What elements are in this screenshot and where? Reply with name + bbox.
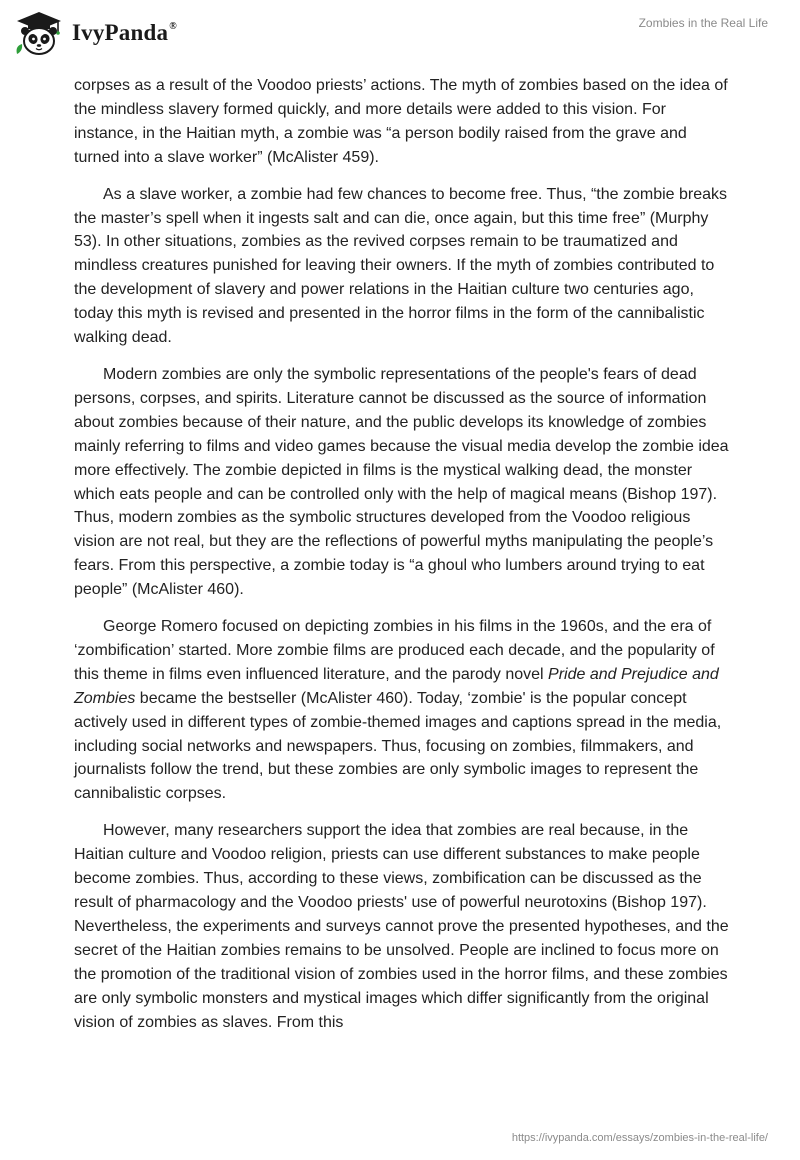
paragraph	[74, 615, 734, 806]
paragraph	[74, 819, 734, 1034]
essay-body	[74, 74, 734, 1047]
text-run: became the bestseller (McAlister 460). Today, ‘zombie' is the popular concept actively used in different types of zombie-themed images and captions spread in the media, including social networks and newspapers. Thus, focusing on zombies, filmmakers, and journalists follow the trend, but these zombies are only symbolic images to represent the cannibalistic corpses.	[74, 689, 722, 803]
paragraph	[74, 183, 734, 350]
paragraph	[74, 363, 734, 602]
page-header	[0, 0, 800, 70]
panda-graduate-icon	[14, 10, 64, 56]
registered-mark: ®	[169, 21, 177, 32]
text-run: George Romero focused on depicting zombies in his films in the 1960s, and the era of ‘zombification’ started. More zombie films are produced each decade, and the popularity of this theme in films even influenced literature, and the parody novel	[74, 618, 715, 683]
text-run: As a slave worker, a zombie had few chances to become free. Thus, “the zombie breaks the master’s spell when it ingests salt and can die, once again, but this time free” (Murphy 53). In other situations, zombies as the revived corpses remain to be traumatized and mindless creatures punished for leaving their owners. If the myth of zombies contributed to the development of slavery and power relations in the Haitian culture two centuries ago, today this myth is revised and presented in the horror films in the form of the cannibalistic walking dead.	[74, 185, 728, 347]
italic-title: Pride and Prejudice and Zombies	[74, 665, 719, 707]
brand-name	[72, 20, 177, 46]
brand-logo[interactable]	[14, 10, 177, 56]
brand-text: IvyPanda	[72, 20, 169, 45]
text-run: Modern zombies are only the symbolic representations of the people's fears of dead persons, corpses, and spirits. Literature cannot be discussed as the source of information about zombies because of their nature, and the public develops its knowledge of zombies mainly referring to films and video games because the visual media develop the zombie idea more effectively. The zombie depicted in films is the mystical walking dead, the monster which eats people and can be controlled only with the help of magical means (Bishop 197). Thus, modern zombies as the symbolic structures developed from the Voodoo religious vision are not real, but they are the reflections of powerful myths manipulating the people’s fears. From this perspective, a zombie today is “a ghoul who lumbers around trying to eat people” (McAlister 460).	[74, 365, 729, 599]
paragraph	[74, 74, 734, 170]
source-url[interactable]: https://ivypanda.com/essays/zombies-in-the-real-life/	[511, 1132, 768, 1144]
document-title: Zombies in the Real Life	[638, 16, 768, 30]
text-run: However, many researchers support the idea that zombies are real because, in the Haitian culture and Voodoo religion, priests can use different substances to make people become zombies. Thus, according to these views, zombification can be discussed as the result of pharmacology and the Voodoo priests' use of powerful neurotoxins (Bishop 197). Nevertheless, the experiments and surveys cannot prove the presented hypotheses, and the secret of the Haitian zombies remains to be unsolved. People are inclined to focus more on the promotion of the traditional vision of zombies used in the horror films, and these zombies are only symbolic monsters and mystical images which differ significantly from the original vision of zombies as slaves. From this	[74, 822, 729, 1031]
text-run: corpses as a result of the Voodoo priests’ actions. The myth of zombies based on the idea of the mindless slavery formed quickly, and more details were added to this vision. For instance, in the Haitian myth, a zombie was “a person bodily raised from the grave and turned into a slave worker” (McAlister 459).	[74, 77, 728, 166]
